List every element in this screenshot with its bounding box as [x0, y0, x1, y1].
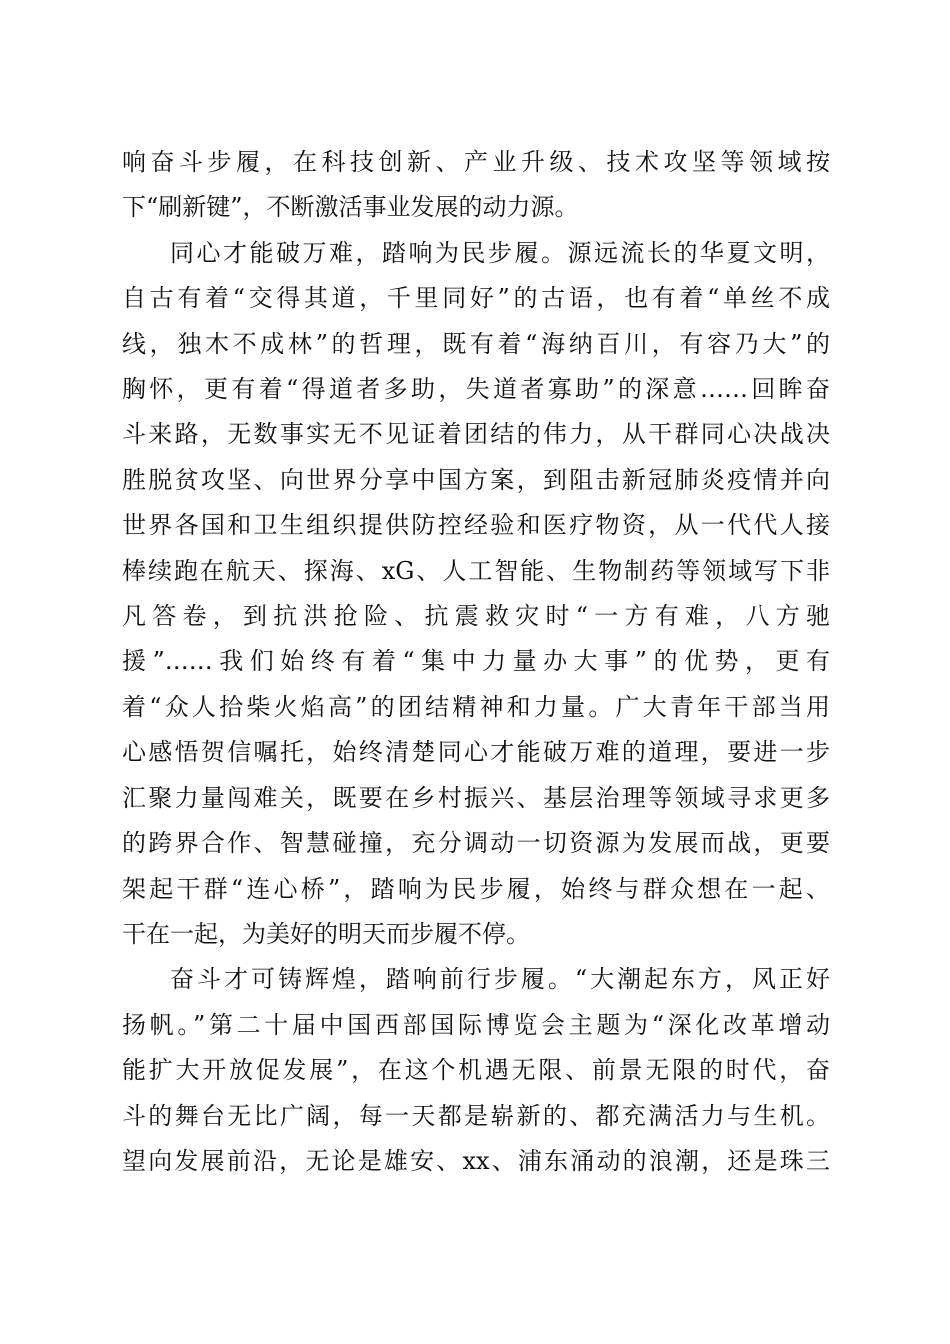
text-line: 斗来路，无数事实无不见证着团结的伟力，从干群同心决战决	[122, 420, 830, 449]
text-line: 望向发展前沿，无论是雄安、xx、浦东涌动的浪潮，还是珠三	[122, 1146, 830, 1175]
text-line: 凡答卷，到抗洪抢险、抗震救灾时“一方有难，八方驰	[122, 602, 830, 631]
text-line: 干在一起，为美好的明天而步履不停。	[122, 919, 530, 948]
text-line: 援”……我们始终有着“集中力量办大事”的优势，更有	[122, 647, 830, 676]
text-line: 奋斗才可铸辉煌，踏响前行步履。“大潮起东方，风正好	[170, 965, 830, 994]
text-line: 线，独木不成林”的哲理，既有着“海纳百川，有容乃大”的	[122, 329, 830, 358]
text-line: 能扩大开放促发展”，在这个机遇无限、前景无限的时代，奋	[122, 1056, 830, 1085]
text-line: 的跨界合作、智慧碰撞，充分调动一切资源为发展而战，更要	[122, 829, 830, 858]
text-line: 自古有着“交得其道，千里同好”的古语，也有着“单丝不成	[122, 284, 830, 313]
text-line: 响奋斗步履，在科技创新、产业升级、技术攻坚等领域按	[122, 148, 830, 176]
text-line: 汇聚力量闯难关，既要在乡村振兴、基层治理等领域寻求更多	[122, 783, 830, 812]
text-line: 扬帆。”第二十届中国西部国际博览会主题为“深化改革增动	[122, 1010, 830, 1039]
text-line: 架起干群“连心桥”，踏响为民步履，始终与群众想在一起、	[122, 874, 830, 903]
text-line: 斗的舞台无比广阔，每一天都是崭新的、都充满活力与生机。	[122, 1101, 830, 1130]
text-line: 棒续跑在航天、探海、xG、人工智能、生物制药等领域写下非	[122, 556, 830, 585]
text-line: 着“众人拾柴火焰高”的团结精神和力量。广大青年干部当用	[122, 692, 830, 721]
text-line: 胜脱贫攻坚、向世界分享中国方案，到阻击新冠肺炎疫情并向	[122, 465, 830, 494]
paragraph-2	[122, 231, 830, 958]
paragraph-3	[122, 957, 830, 1184]
text-line: 胸怀，更有着“得道者多助，失道者寡助”的深意……回眸奋	[122, 375, 830, 404]
text-line: 心感悟贺信嘱托，始终清楚同心才能破万难的道理，要进一步	[122, 738, 830, 767]
body-text	[122, 140, 830, 1184]
text-line: 下“刷新键”，不断激活事业发展的动力源。	[122, 193, 579, 222]
text-line: 同心才能破万难，踏响为民步履。源远流长的华夏文明，	[170, 238, 830, 267]
text-line: 世界各国和卫生组织提供防控经验和医疗物资，从一代代人接	[122, 511, 830, 540]
paragraph-1	[122, 140, 830, 231]
